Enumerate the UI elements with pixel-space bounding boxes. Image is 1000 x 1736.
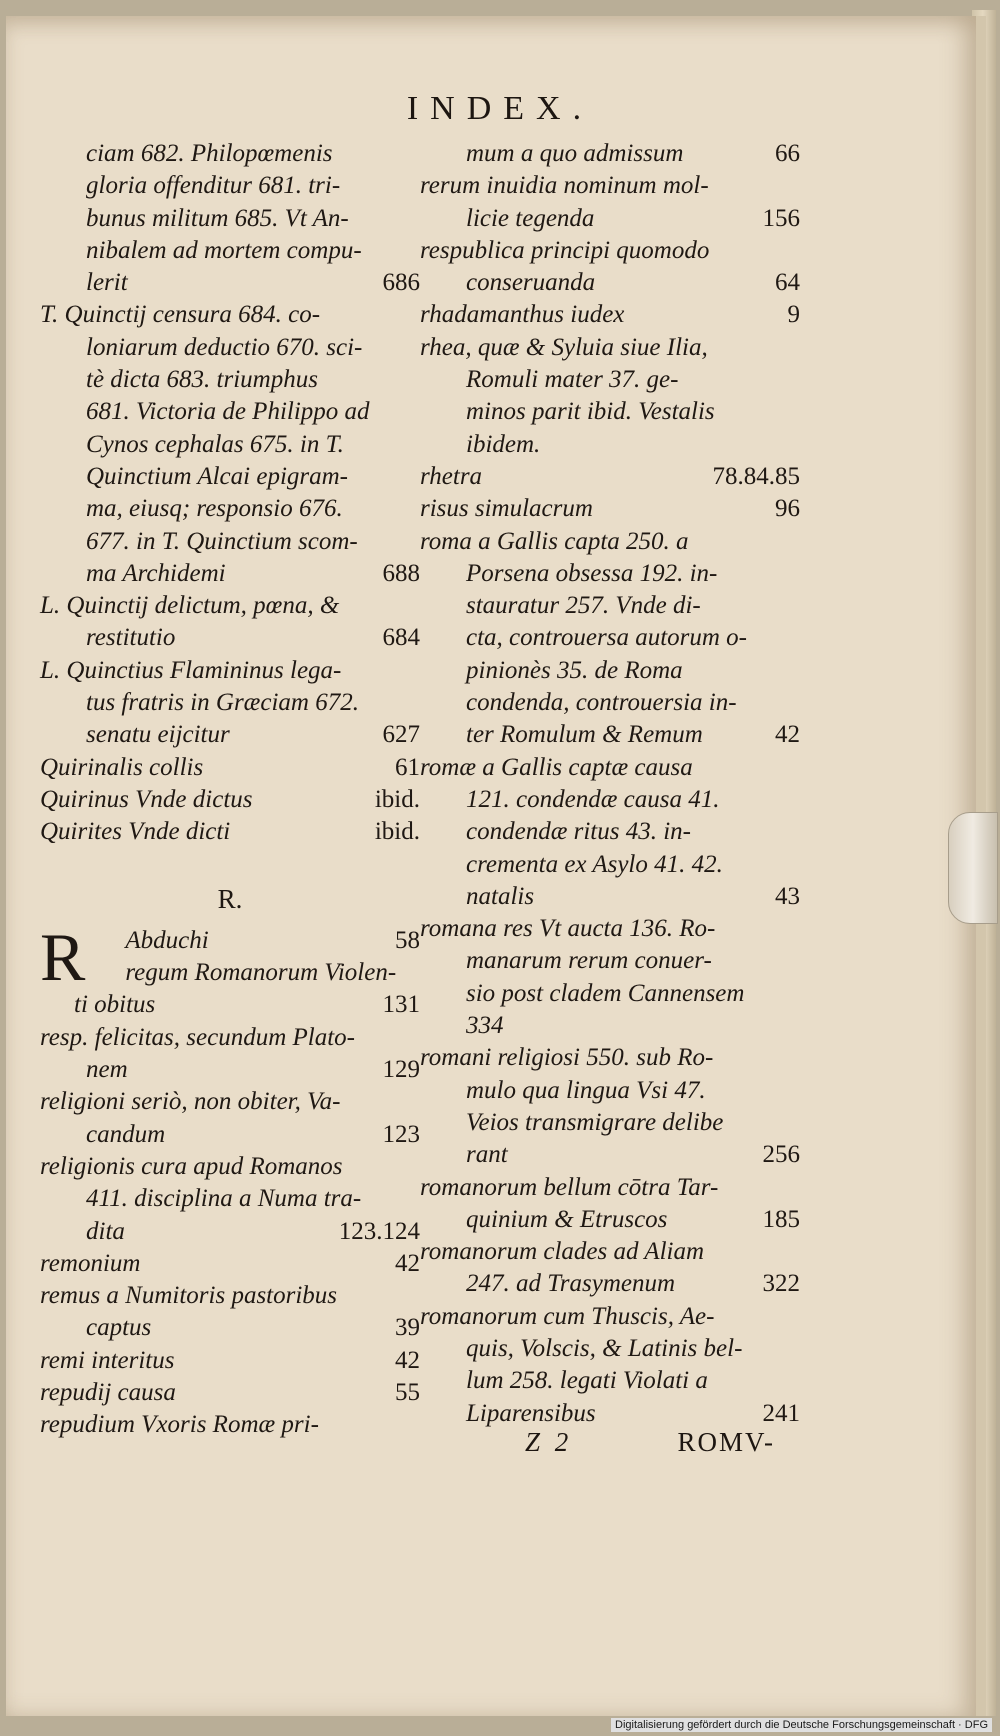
index-entry <box>40 138 420 170</box>
entry-text: ter Romulum & Remum <box>466 721 703 749</box>
index-entry <box>40 203 420 235</box>
entry-text: rant <box>466 1141 508 1169</box>
entry-text: Cynos cephalas 675. in T. <box>86 430 344 458</box>
index-entry <box>91 957 420 989</box>
entry-text: remi interitus <box>40 1346 175 1374</box>
entry-text: 411. disciplina a Numa tra- <box>86 1185 362 1213</box>
entry-page-ref: 42 <box>395 1249 420 1277</box>
entry-text: conseruanda <box>466 269 596 297</box>
index-entry <box>40 622 420 654</box>
entry-page-ref: 55 <box>395 1378 420 1406</box>
index-entry <box>420 1236 800 1268</box>
entry-text: minos parit ibid. Vestalis <box>466 398 715 426</box>
entry-text: rhea, quæ & Syluia siue Ilia, <box>420 333 708 361</box>
index-entry <box>40 1345 420 1377</box>
index-entry <box>40 267 420 299</box>
index-entry <box>420 203 800 235</box>
index-entry <box>40 558 420 590</box>
index-entry <box>420 784 800 816</box>
entry-text: candum <box>86 1120 166 1148</box>
digitization-credit: Digitalisierung gefördert durch die Deutsche Forschungsgemeinschaft · DFG <box>611 1718 992 1732</box>
entry-page-ref: 627 <box>382 721 420 749</box>
index-entry <box>40 1119 420 1151</box>
index-entry <box>40 429 420 461</box>
entry-text: 677. in T. Quinctium scom- <box>86 527 358 555</box>
entry-text: remus a Numitoris pastoribus <box>40 1282 338 1310</box>
entry-text: ciam 682. Philopœmenis <box>86 140 333 167</box>
index-entry <box>420 1204 800 1236</box>
entry-text: lerit <box>86 269 128 297</box>
entry-text: religioni seriò, non obiter, Va- <box>40 1088 341 1116</box>
entry-page-ref: 61 <box>395 753 420 781</box>
index-entry <box>420 881 800 913</box>
index-entry <box>91 925 420 957</box>
index-entry <box>40 1151 420 1183</box>
entry-text: resp. felicitas, secundum Plato- <box>40 1023 355 1051</box>
entry-page-ref: 42 <box>395 1346 420 1374</box>
index-entry <box>420 267 800 299</box>
index-entry <box>420 1333 800 1365</box>
entry-page-ref: 96 <box>775 495 800 523</box>
index-entry <box>420 429 800 461</box>
entry-page-ref: 42 <box>775 721 800 749</box>
entry-text: romanorum clades ad Aliam <box>420 1238 705 1266</box>
entry-page-ref: 131 <box>382 991 420 1019</box>
entry-text: Abduchi <box>125 926 209 954</box>
catchword: ROMV- <box>677 1427 775 1457</box>
index-entry <box>40 1280 420 1312</box>
entry-text: respublica principi quomodo <box>420 236 710 264</box>
entry-page-ref: 78.84.85 <box>712 462 800 490</box>
section-heading: R. <box>217 883 243 914</box>
index-entry <box>420 687 800 719</box>
entry-text: lum 258. legati Violati a <box>466 1367 708 1395</box>
entry-page-ref: 156 <box>762 204 800 232</box>
entry-text: mulo qua lingua Vsi 47. <box>466 1076 706 1104</box>
index-entry <box>420 1172 800 1204</box>
index-entry <box>40 1409 420 1441</box>
index-entry <box>420 493 800 525</box>
entry-text: rhadamanthus iudex <box>420 301 625 329</box>
entry-page-ref: 129 <box>382 1056 420 1084</box>
index-entry <box>420 719 800 751</box>
entry-page-ref: 241 <box>762 1399 800 1427</box>
entry-text: Quinctium Alcai epigram- <box>86 462 348 490</box>
index-entry <box>420 1075 800 1107</box>
entry-text: Porsena obsessa 192. in- <box>466 559 718 587</box>
entry-text: religionis cura apud Romanos <box>40 1152 343 1180</box>
entry-page-ref: 39 <box>395 1314 420 1342</box>
entry-text: dita <box>86 1217 125 1245</box>
entry-page-ref: 123.124 <box>338 1217 420 1245</box>
entry-text: mum a quo admissum <box>466 140 684 167</box>
entry-text: repudij causa <box>40 1378 176 1406</box>
index-entry <box>420 1010 800 1042</box>
entry-text: bunus militum 685. Vt An- <box>86 204 349 232</box>
index-entry <box>420 1107 800 1139</box>
index-entry <box>40 364 420 396</box>
entry-page-ref: 64 <box>775 269 800 297</box>
entry-text: Quirites Vnde dicti <box>40 818 231 846</box>
entry-page-ref: 322 <box>762 1270 800 1298</box>
entry-page-ref: 256 <box>762 1141 800 1169</box>
entry-text: gloria offenditur 681. tri- <box>86 172 341 200</box>
entry-page-ref: 123 <box>382 1120 420 1148</box>
index-entry <box>420 461 800 493</box>
entry-text: senatu eijcitur <box>86 721 230 749</box>
entry-text: licie tegenda <box>466 204 595 232</box>
left-column <box>40 138 420 1442</box>
entry-text: captus <box>86 1314 152 1342</box>
entry-text: cta, controuersa autorum o- <box>466 624 747 652</box>
entry-page-ref: 58 <box>395 926 420 954</box>
index-entry <box>420 1139 800 1171</box>
index-entry <box>40 1054 420 1086</box>
index-entry <box>420 170 800 202</box>
index-entry <box>420 396 800 428</box>
entry-text: L. Quinctij delictum, pœna, & <box>40 592 340 620</box>
index-entry <box>40 493 420 525</box>
index-entry <box>420 1398 800 1430</box>
index-entry <box>420 526 800 558</box>
entry-text: romanorum cum Thuscis, Ae- <box>420 1302 715 1330</box>
index-entry <box>40 1086 420 1118</box>
index-entry <box>40 1022 420 1054</box>
index-entry <box>40 396 420 428</box>
entry-text: quis, Volscis, & Latinis bel- <box>466 1334 743 1362</box>
entry-text: Quirinus Vnde dictus <box>40 785 253 813</box>
entry-text: restitutio <box>86 624 176 652</box>
index-entry <box>40 332 420 364</box>
index-entry <box>40 299 420 331</box>
entry-text: condenda, controuersia in- <box>466 689 737 717</box>
entry-text: repudium Vxoris Romæ pri- <box>40 1411 319 1439</box>
entry-page-ref: 686 <box>382 269 420 297</box>
entry-text: regum Romanorum Violen- <box>125 959 397 987</box>
index-entry <box>420 558 800 590</box>
entry-text: Liparensibus <box>466 1399 596 1427</box>
index-entry <box>40 1248 420 1280</box>
entry-text: ibidem. <box>466 430 541 458</box>
index-entry <box>40 1216 420 1248</box>
entry-text: roma a Gallis capta 250. a <box>420 527 689 555</box>
index-entry <box>40 719 420 751</box>
right-column <box>420 138 800 1430</box>
entry-text: condendæ ritus 43. in- <box>466 818 691 846</box>
index-entry <box>420 849 800 881</box>
entry-text: stauratur 257. Vnde di- <box>466 592 701 620</box>
entry-text: ma Archidemi <box>86 559 226 587</box>
entry-text: Romuli mater 37. ge- <box>466 366 679 394</box>
index-entry <box>420 590 800 622</box>
index-entry <box>420 1301 800 1333</box>
left-entries <box>40 138 420 849</box>
entry-page-ref: 66 <box>775 140 800 167</box>
index-entry <box>420 1365 800 1397</box>
entry-text: natalis <box>466 882 535 910</box>
index-entry <box>40 816 420 848</box>
index-entry <box>420 235 800 267</box>
index-entry <box>40 784 420 816</box>
entry-page-ref: ibid. <box>374 818 420 846</box>
index-entry <box>40 590 420 622</box>
index-entry <box>40 989 420 1021</box>
index-entry <box>420 752 800 784</box>
r-section-entries <box>40 918 420 1442</box>
index-entry <box>40 655 420 687</box>
entry-text: romanorum bellum cōtra Tar- <box>420 1173 719 1201</box>
page-footer <box>525 1427 775 1458</box>
entry-text: romani religiosi 550. sub Ro- <box>420 1044 714 1072</box>
entry-text: pinionès 35. de Roma <box>466 656 683 684</box>
index-entry <box>420 332 800 364</box>
page-clip <box>948 812 998 924</box>
index-entry <box>420 945 800 977</box>
entry-text: crementa ex Asylo 41. 42. <box>466 850 723 878</box>
page-header: INDEX. <box>406 90 594 127</box>
index-entry <box>40 752 420 784</box>
entry-text: remonium <box>40 1249 141 1277</box>
entry-text: 121. condendæ causa 41. <box>466 785 720 813</box>
entry-page-ref: 43 <box>775 882 800 910</box>
spacer <box>40 849 420 883</box>
entry-page-ref: 688 <box>382 559 420 587</box>
index-entry <box>40 687 420 719</box>
index-entry <box>420 816 800 848</box>
entry-text: T. Quinctij censura 684. co- <box>40 301 321 329</box>
index-entry <box>40 1377 420 1409</box>
index-entry <box>420 978 800 1010</box>
entry-text: tè dicta 683. triumphus <box>86 366 318 394</box>
index-entry <box>420 299 800 331</box>
entry-text: risus simulacrum <box>420 495 593 523</box>
signature-mark: Z 2 <box>525 1427 573 1457</box>
entry-text: loniarum deductio 670. sci- <box>86 333 363 361</box>
entry-page-ref: 684 <box>382 624 420 652</box>
index-entry <box>420 138 800 170</box>
entry-page-ref: 9 <box>787 301 800 329</box>
index-entry <box>40 170 420 202</box>
entry-text: L. Quinctius Flamininus lega- <box>40 656 342 684</box>
entry-page-ref: 185 <box>762 1205 800 1233</box>
index-entry <box>420 622 800 654</box>
entry-page-ref: ibid. <box>374 785 420 813</box>
entry-text: 247. ad Trasymenum <box>466 1270 676 1298</box>
index-entry <box>40 526 420 558</box>
index-entry <box>420 1042 800 1074</box>
entry-text: nibalem ad mortem compu- <box>86 236 362 264</box>
entry-text: ma, eiusq; responsio 676. <box>86 495 343 523</box>
initial-letter: R <box>40 918 86 995</box>
index-entry <box>40 1183 420 1215</box>
entry-text: tus fratris in Græciam 672. <box>86 689 359 717</box>
right-entries <box>420 138 800 1430</box>
entry-text: nem <box>86 1056 128 1084</box>
index-entry <box>420 364 800 396</box>
entry-text: sio post cladem Cannensem <box>466 979 745 1007</box>
entry-text: quinium & Etruscos <box>466 1205 668 1233</box>
entry-text: manarum rerum conuer- <box>466 947 712 975</box>
entry-text: 681. Victoria de Philippo ad <box>86 398 370 426</box>
entry-text: Veios transmigrare delibe <box>466 1108 724 1136</box>
index-entry <box>420 655 800 687</box>
entry-text: romæ a Gallis captæ causa <box>420 753 693 781</box>
entry-text: rhetra <box>420 462 483 490</box>
entry-text: 334 <box>466 1012 504 1040</box>
index-entry <box>420 913 800 945</box>
index-entry <box>40 461 420 493</box>
index-entry <box>420 1268 800 1300</box>
entry-text: romana res Vt aucta 136. Ro- <box>420 915 716 943</box>
entry-text: ti obitus <box>74 991 156 1019</box>
index-entry <box>40 1312 420 1344</box>
index-entry <box>40 235 420 267</box>
entry-text: Quirinalis collis <box>40 753 204 781</box>
entry-text: rerum inuidia nominum mol- <box>420 172 709 200</box>
